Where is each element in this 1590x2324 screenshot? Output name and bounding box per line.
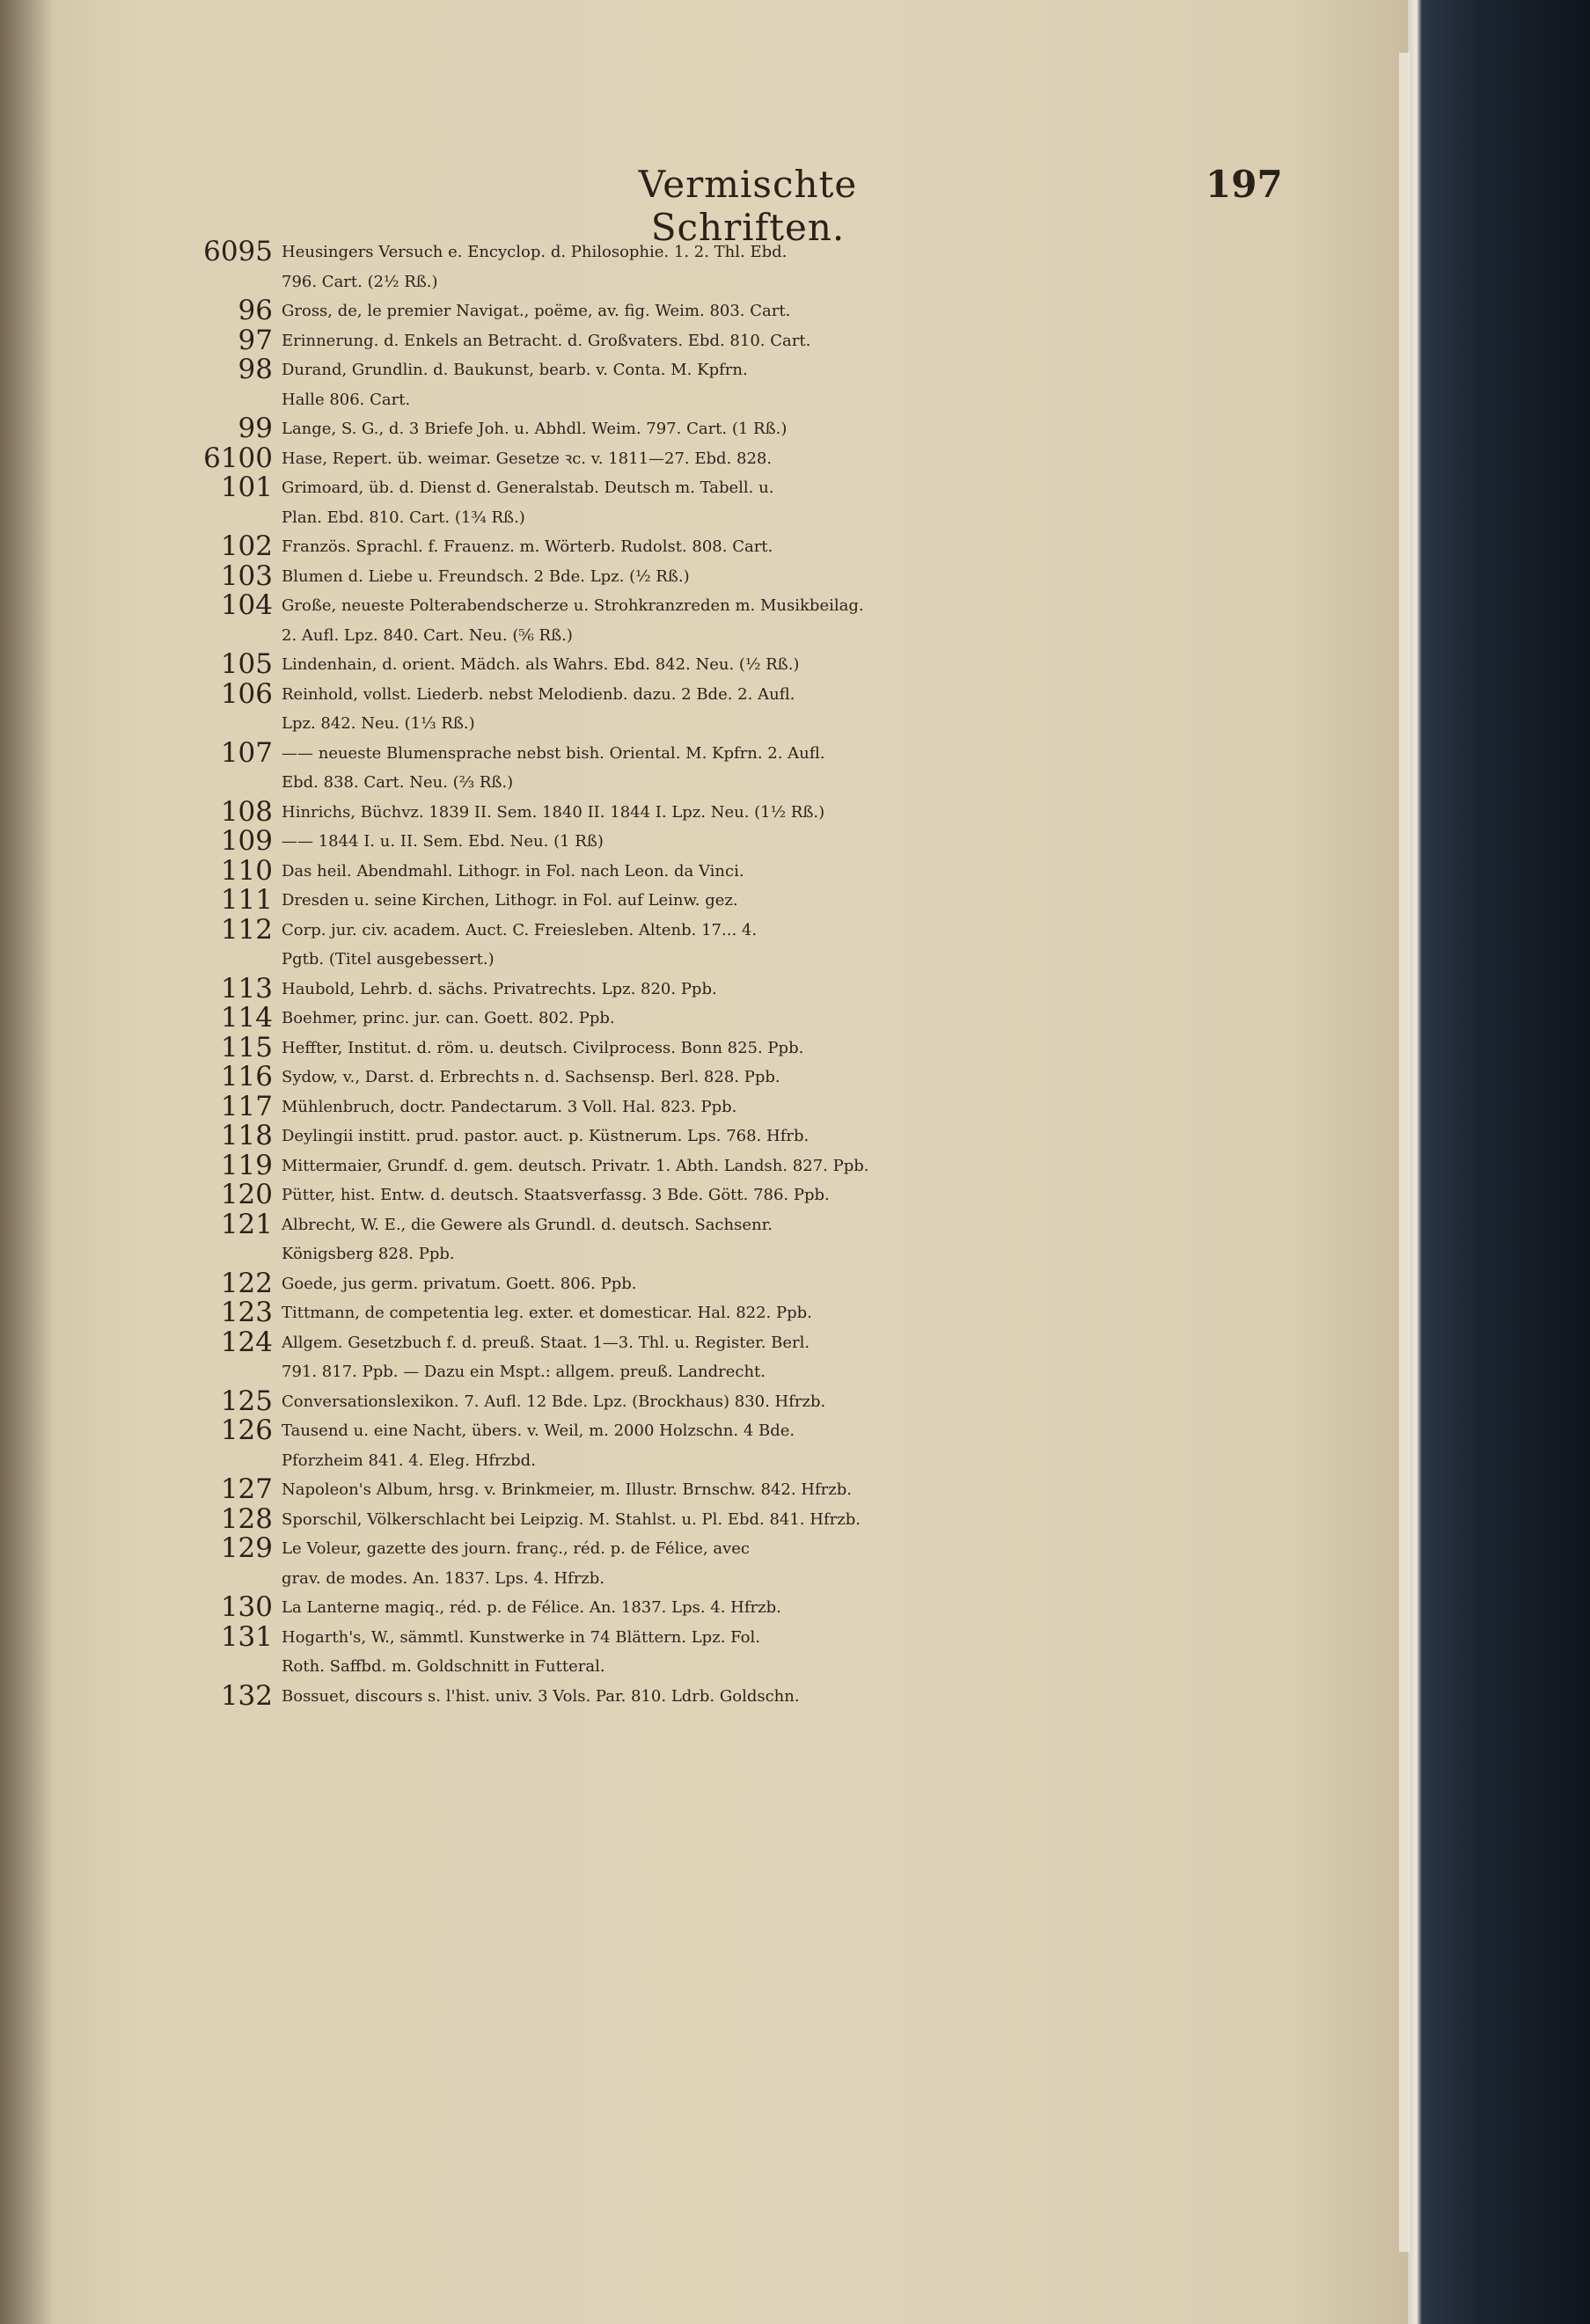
entry-number: 112 xyxy=(220,913,273,946)
entry-number: 106 xyxy=(220,677,273,710)
entry-text: Tausend u. eine Nacht, übers. v. Weil, m. 2000 Holzschn. 4 Bde. xyxy=(282,1421,795,1440)
catalog-entry xyxy=(195,1090,1304,1122)
catalog-entry xyxy=(195,1269,1304,1299)
entry-text-continued: Roth. Saffbd. m. Goldschnitt in Futteral. xyxy=(282,1657,605,1676)
entry-number: 102 xyxy=(220,530,273,562)
entry-number: 120 xyxy=(220,1179,273,1210)
entry-text: Das heil. Abendmahl. Lithogr. in Fol. nach Leon. da Vinci. xyxy=(282,861,744,881)
catalog-entry xyxy=(195,1620,1304,1682)
entry-text: Bossuet, discours s. l'hist. univ. 3 Vols. Par. 810. Ldrb. Goldschn. xyxy=(282,1686,800,1706)
entry-text: Blumen d. Liebe u. Freundsch. 2 Bde. Lpz. (½ Rß.) xyxy=(282,566,690,586)
entry-text: Tittmann, de competentia leg. exter. et domesticar. Hal. 822. Ppb. xyxy=(282,1304,812,1322)
entry-number: 127 xyxy=(220,1473,273,1505)
entry-text: Heffter, Institut. d. röm. u. deutsch. Civilprocess. Bonn 825. Ppb. xyxy=(282,1038,804,1057)
entry-number: 126 xyxy=(220,1414,273,1446)
catalog-entry xyxy=(195,355,1304,414)
catalog-entry xyxy=(195,854,1304,887)
entry-number: 111 xyxy=(220,884,273,916)
catalog-entry xyxy=(195,677,1304,739)
entry-text: —— neueste Blumensprache nebst bish. Oriental. M. Kpfrn. 2. Aufl. xyxy=(282,743,825,763)
catalog-entry xyxy=(195,913,1304,975)
entry-number: 128 xyxy=(220,1502,273,1535)
entry-text-continued: 796. Cart. (2½ Rß.) xyxy=(282,272,438,291)
entry-text: Französ. Sprachl. f. Frauenz. m. Wörterb. Rudolst. 808. Cart. xyxy=(282,537,773,556)
entry-number: 104 xyxy=(220,589,273,621)
catalog-entry xyxy=(195,1151,1304,1181)
entry-text: Gross, de, le premier Navigat., poëme, av. fig. Weim. 803. Cart. xyxy=(282,302,791,320)
entry-text: Allgem. Gesetzbuch f. d. preuß. Staat. 1—3. Thl. u. Register. Berl. xyxy=(282,1333,810,1352)
entry-number: 124 xyxy=(220,1326,273,1358)
entry-text: Pütter, hist. Entw. d. deutsch. Staatsverfassg. 3 Bde. Gött. 786. Ppb. xyxy=(282,1186,830,1204)
entry-number: 117 xyxy=(220,1090,273,1122)
gutter-shadow xyxy=(0,0,53,2324)
catalog-entry xyxy=(195,326,1304,356)
entry-text: Dresden u. seine Kirchen, Lithogr. in Fol. auf Leinw. gez. xyxy=(282,891,738,910)
catalog-entry xyxy=(195,1416,1304,1475)
entry-number: 110 xyxy=(220,854,273,887)
entry-text: Napoleon's Album, hrsg. v. Brinkmeier, m. Illustr. Brnschw. 842. Hfrzb. xyxy=(282,1480,852,1499)
entry-number: 121 xyxy=(220,1208,273,1240)
catalog-entry xyxy=(195,1679,1304,1712)
entry-text: Heusingers Versuch e. Encyclop. d. Philosophie. 1. 2. Thl. Ebd. xyxy=(282,243,788,261)
entry-text-continued: grav. de modes. An. 1837. Lps. 4. Hfrzb. xyxy=(282,1568,605,1588)
entry-number: 119 xyxy=(220,1149,273,1181)
entry-text: Hogarth's, W., sämmtl. Kunstwerke in 74 Blättern. Lpz. Fol. xyxy=(282,1627,760,1647)
entry-number: 109 xyxy=(220,825,273,857)
book-edge xyxy=(1408,0,1590,2324)
entry-number: 105 xyxy=(220,648,273,680)
entry-text: Conversationslexikon. 7. Aufl. 12 Bde. Lpz. (Brockhaus) 830. Hfrzb. xyxy=(282,1392,826,1411)
entry-number: 97 xyxy=(238,324,273,356)
catalog-entry xyxy=(195,1298,1304,1328)
page-header xyxy=(0,163,1408,249)
entry-text: Deylingii institt. prud. pastor. auct. p. Küstnerum. Lps. 768. Hfrb. xyxy=(282,1127,810,1145)
entry-number: 116 xyxy=(220,1061,273,1093)
catalog-entry xyxy=(195,886,1304,916)
catalog-entry xyxy=(195,1004,1304,1034)
entry-number: 114 xyxy=(220,1002,273,1034)
page-title: Vermischte Schriften. xyxy=(638,163,858,249)
catalog-entry xyxy=(195,1534,1304,1593)
entry-text: Boehmer, princ. jur. can. Goett. 802. Ppb. xyxy=(282,1009,615,1027)
catalog-entry xyxy=(195,238,1304,296)
page-edge-strip xyxy=(1399,53,1410,2252)
entry-text: Le Voleur, gazette des journ. franç., réd. p. de Félice, avec xyxy=(282,1539,751,1558)
entry-text-continued: Pforzheim 841. 4. Eleg. Hfrzbd. xyxy=(282,1451,536,1470)
catalog-entry xyxy=(195,736,1304,798)
entry-text-continued: Pgtb. (Titel ausgebessert.) xyxy=(282,950,495,968)
entry-number: 130 xyxy=(220,1591,273,1623)
catalog-entry xyxy=(195,444,1304,474)
entry-text: Mittermaier, Grundf. d. gem. deutsch. Privatr. 1. Abth. Landsh. 827. Ppb. xyxy=(282,1156,869,1175)
entry-text: Haubold, Lehrb. d. sächs. Privatrechts. Lpz. 820. Ppb. xyxy=(282,979,717,998)
entry-text-continued: Halle 806. Cart. xyxy=(282,390,411,409)
entry-text: La Lanterne magiq., réd. p. de Félice. An. 1837. Lps. 4. Hfrzb. xyxy=(282,1598,781,1617)
catalog-entry xyxy=(195,1210,1304,1269)
entry-text: Sporschil, Völkerschlacht bei Leipzig. M. Stahlst. u. Pl. Ebd. 841. Hfrzb. xyxy=(282,1509,861,1529)
entry-text-continued: Königsberg 828. Ppb. xyxy=(282,1245,455,1263)
catalog-entry xyxy=(195,1122,1304,1151)
catalog-entry xyxy=(195,972,1304,1005)
catalog-entry xyxy=(195,591,1304,650)
entry-text: Durand, Grundlin. d. Baukunst, bearb. v. Conta. M. Kpfrn. xyxy=(282,361,748,379)
entry-number: 129 xyxy=(220,1532,273,1564)
entry-text: Corp. jur. civ. academ. Auct. C. Freiesleben. Altenb. 17... 4. xyxy=(282,920,758,939)
entry-text-continued: Plan. Ebd. 810. Cart. (1¾ Rß.) xyxy=(282,508,525,527)
catalog-entry xyxy=(195,414,1304,444)
catalog-entry xyxy=(195,1063,1304,1093)
entry-text-continued: Lpz. 842. Neu. (1⅓ Rß.) xyxy=(282,714,475,733)
catalog-entry xyxy=(195,1387,1304,1417)
catalog-entry xyxy=(195,795,1304,828)
catalog-entry xyxy=(195,1593,1304,1623)
page-number: 197 xyxy=(1205,163,1283,206)
entry-number: 103 xyxy=(220,559,273,592)
catalog-entry xyxy=(195,827,1304,857)
entry-number: 122 xyxy=(220,1267,273,1299)
catalog-entry xyxy=(195,650,1304,680)
entry-number: 123 xyxy=(220,1297,273,1328)
catalog-entry xyxy=(195,1328,1304,1387)
catalog-entry xyxy=(195,296,1304,326)
catalog-entry xyxy=(195,532,1304,562)
entry-number: 115 xyxy=(220,1031,273,1063)
entry-number: 125 xyxy=(220,1385,273,1417)
entry-text: Goede, jus germ. privatum. Goett. 806. Ppb. xyxy=(282,1274,637,1293)
entry-text: Erinnerung. d. Enkels an Betracht. d. Großvaters. Ebd. 810. Cart. xyxy=(282,331,811,350)
entry-number: 113 xyxy=(220,972,273,1005)
entry-text: Hinrichs, Büchvz. 1839 II. Sem. 1840 II. 1844 I. Lpz. Neu. (1½ Rß.) xyxy=(282,802,825,822)
entry-number: 107 xyxy=(220,736,273,769)
entry-number: 99 xyxy=(238,413,273,444)
entry-number: 118 xyxy=(220,1120,273,1151)
entry-number: 101 xyxy=(220,471,273,503)
entry-number: 98 xyxy=(238,354,273,385)
entry-text-continued: Ebd. 838. Cart. Neu. (⅔ Rß.) xyxy=(282,773,514,792)
entry-text: Hase, Repert. üb. weimar. Gesetze ꝛc. v. 1811—27. Ebd. 828. xyxy=(282,449,773,468)
catalog-entry xyxy=(195,1180,1304,1210)
entry-text: Mühlenbruch, doctr. Pandectarum. 3 Voll. Hal. 823. Ppb. xyxy=(282,1097,737,1116)
entry-text: Grimoard, üb. d. Dienst d. Generalstab. Deutsch m. Tabell. u. xyxy=(282,479,774,497)
entry-text-continued: 791. 817. Ppb. — Dazu ein Mspt.: allgem. preuß. Landrecht. xyxy=(282,1363,766,1381)
entry-number: 108 xyxy=(220,795,273,828)
entry-text: Albrecht, W. E., die Gewere als Grundl. d. deutsch. Sachsenr. xyxy=(282,1215,773,1234)
catalog-entry xyxy=(195,559,1304,592)
entry-text: Große, neueste Polterabendscherze u. Strohkranzreden m. Musikbeilag. xyxy=(282,596,864,615)
entry-number: 6100 xyxy=(203,442,273,474)
entry-number: 132 xyxy=(220,1679,273,1712)
entry-number: 131 xyxy=(220,1620,273,1653)
entry-text: Reinhold, vollst. Liederb. nebst Melodienb. dazu. 2 Bde. 2. Aufl. xyxy=(282,684,795,704)
catalog-entries xyxy=(195,238,1304,1711)
entry-number: 6095 xyxy=(203,236,273,267)
entry-text: Sydow, v., Darst. d. Erbrechts n. d. Sachsensp. Berl. 828. Ppb. xyxy=(282,1068,780,1086)
catalog-entry xyxy=(195,1031,1304,1063)
catalog-entry xyxy=(195,1502,1304,1535)
catalog-entry xyxy=(195,1475,1304,1505)
catalog-entry xyxy=(195,473,1304,532)
entry-text: —— 1844 I. u. II. Sem. Ebd. Neu. (1 Rß) xyxy=(282,832,604,851)
entry-number: 96 xyxy=(238,295,273,326)
entry-text: Lindenhain, d. orient. Mädch. als Wahrs. Ebd. 842. Neu. (½ Rß.) xyxy=(282,655,800,674)
entry-text: Lange, S. G., d. 3 Briefe Joh. u. Abhdl. Weim. 797. Cart. (1 Rß.) xyxy=(282,420,788,438)
entry-text-continued: 2. Aufl. Lpz. 840. Cart. Neu. (⅚ Rß.) xyxy=(282,625,573,645)
